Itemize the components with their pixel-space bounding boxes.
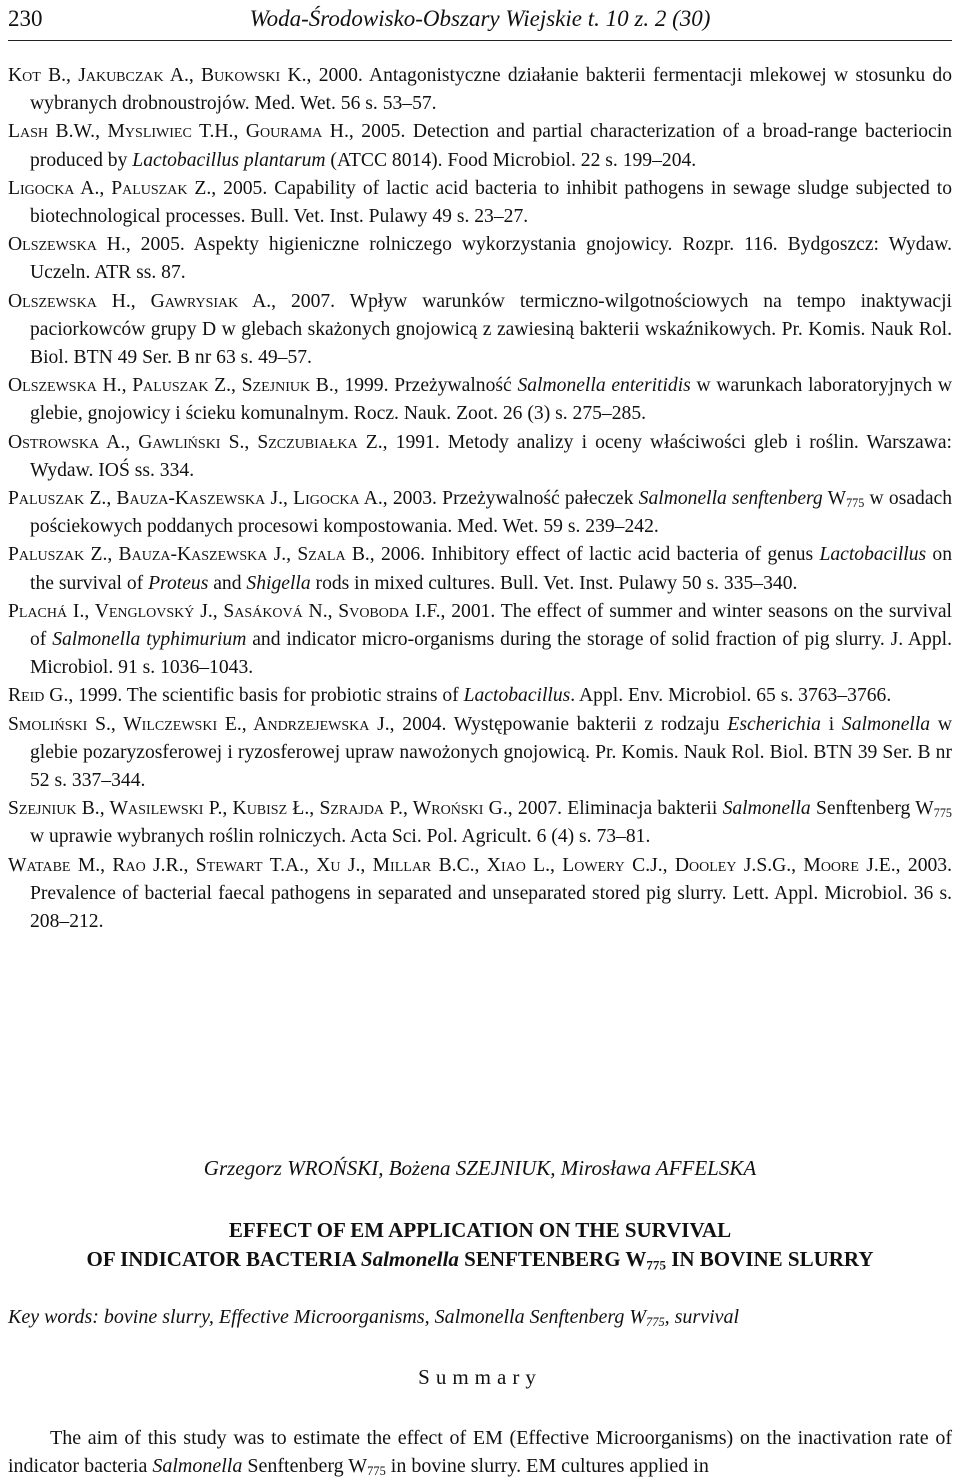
reference-text: Detection and partial characterization of a broad-range bacteriocin produced by (30, 121, 952, 171)
page-number: 230 (8, 6, 43, 31)
reference-text: Przeżywalność (388, 375, 518, 397)
reference-authors: Ostrowska A., Gawliński S., Szczubiałka Z., 1991. (8, 431, 440, 453)
reference-authors: Lash B.W., Mysliwiec T.H., Gourama H., 2005. (8, 121, 406, 143)
keywords-text: Key words: bovine slurry, Effective Microorganisms, Salmonella Senftenberg W (8, 1306, 647, 1328)
reference-authors: Olszewska H., 2005. (8, 234, 185, 256)
page-header (8, 4, 952, 41)
journal-title: Woda-Środowisko-Obszary Wiejskie t. 10 z. 2 (30) (249, 6, 711, 31)
reference-text: Wpływ warunków termiczno-wilgotnościowych na tempo inaktywacji paciorkowców grupy D w glebach skażonych gnojowicą z zawiesiną bakterii wskaźnikowych. Pr. Komis. Nauk Rol. Biol. BTN 49 Ser. B nr 63 s. 49–57. (30, 290, 952, 369)
title-text-part: OF INDICATOR BACTERIA (86, 1247, 361, 1271)
reference-text: Występowanie bakterii z rodzaju (446, 713, 728, 735)
reference-italic-text: Salmonella (841, 713, 931, 735)
reference-text: . Appl. Env. Microbiol. 65 s. 3763–3766. (570, 685, 892, 707)
reference-text: and indicator micro-organisms during the storage of solid fraction of pig slurry. J. Appl. Microbiol. 91 s. 1036–1043. (30, 629, 952, 679)
reference-entry (8, 429, 952, 485)
reference-text: (ATCC 8014). Food Microbiol. 22 s. 199–204. (325, 149, 697, 171)
title-subscript: 775 (646, 1257, 666, 1273)
reference-italic-text: Salmonella (722, 798, 811, 820)
reference-subscript: 775 (933, 806, 952, 821)
reference-italic-text: Lactobacillus (819, 544, 927, 566)
reference-subscript: 775 (846, 496, 865, 511)
keywords-text: , survival (664, 1306, 740, 1328)
reference-entry (8, 288, 952, 373)
article-title-line-2 (8, 1245, 952, 1274)
reference-text: on the survival of (30, 544, 953, 594)
reference-entry (8, 485, 952, 541)
reference-italic-text: Shigella (246, 572, 311, 594)
reference-text: Metody analizy i oceny właściwości gleb i roślin. Warszawa: Wydaw. IOŚ ss. 334. (30, 431, 952, 481)
reference-italic-text: Lactobacillus plantarum (132, 149, 326, 171)
reference-authors: Kot B., Jakubczak A., Bukowski K., 2000. (8, 65, 363, 86)
reference-entry (8, 852, 952, 937)
reference-authors: Olszewska H., Gawrysiak A., 2007. (8, 290, 336, 312)
article-title (8, 1216, 952, 1274)
summary-text-part: The aim of this study was to estimate the effect of EM (Effective Microorganisms) on the inactivation rate of indicator bacteria (8, 1427, 952, 1477)
reference-entry (8, 62, 952, 118)
reference-text: Inhibitory effect of lactic acid bacteria of genus (425, 544, 820, 566)
summary-heading: Summary (418, 1365, 542, 1389)
reference-entry (8, 711, 952, 796)
keywords (8, 1306, 952, 1329)
reference-entry (8, 175, 952, 231)
reference-text: w uprawie wybranych roślin rolniczych. Acta Sci. Pol. Agricult. 6 (4) s. 73–81. (30, 826, 651, 848)
reference-text: The scientific basis for probiotic strains of (122, 685, 464, 707)
reference-italic-text: Proteus (148, 572, 209, 594)
summary-text (8, 1424, 952, 1480)
reference-authors: Paluszak Z., Bauza-Kaszewska J., Szala B., 2006. (8, 544, 426, 566)
article-authors: Grzegorz WROŃSKI, Bożena SZEJNIUK, Mirosława AFFELSKA (203, 1156, 757, 1180)
reference-authors: Watabe M., Rao J.R., Stewart T.A., Xu J., Millar B.C., Xiao L., Lowery C.J., Dooley J.S.G., Moore J.E., 2003. (8, 854, 952, 876)
reference-entry (8, 541, 952, 597)
title-text-part: SENFTENBERG W (458, 1247, 647, 1271)
reference-entry (8, 795, 952, 851)
summary-subscript: 775 (367, 1464, 386, 1479)
reference-authors: Reid G., 1999. (8, 685, 123, 707)
reference-italic-text: Lactobacillus (463, 685, 571, 707)
reference-text: Eliminacja bakterii (561, 798, 723, 820)
reference-entry (8, 598, 952, 683)
reference-text: W (822, 488, 847, 510)
reference-entry (8, 372, 952, 428)
reference-text: Prevalence of bacterial faecal pathogens in separated and unseparated stored pig slurry. Lett. Appl. Microbiol. 36 s. 208–212. (30, 882, 952, 933)
title-italic-genus: Salmonella (360, 1247, 459, 1271)
article-title-line-1: EFFECT OF EM APPLICATION ON THE SURVIVAL (228, 1218, 732, 1242)
reference-text: Senftenberg W (810, 798, 934, 820)
reference-italic-text: Salmonella senftenberg (638, 488, 823, 510)
reference-entry (8, 682, 952, 710)
reference-list (8, 62, 952, 936)
reference-entry (8, 118, 952, 174)
reference-text: w warunkach laboratoryjnych w glebie, gnojowicy i ścieku komunalnym. Rocz. Nauk. Zoot. 26 (3) s. 275–285. (30, 375, 952, 425)
reference-text: Przeżywalność pałeczek (436, 488, 639, 510)
reference-text: and (208, 572, 247, 594)
reference-text: w glebie pozaryzosferowej i ryzosferowej upraw nawożonych gnojowicą. Pr. Komis. Nauk Rol. Biol. BTN 39 Ser. B nr 52 s. 337–344. (30, 713, 953, 792)
reference-authors: Ligocka A., Paluszak Z., 2005. (8, 177, 268, 199)
reference-entry (8, 231, 952, 287)
keywords-subscript: 775 (646, 1315, 665, 1330)
reference-text: The effect of summer and winter seasons on the survival of (30, 600, 953, 651)
summary-italic-genus: Salmonella (152, 1455, 243, 1477)
reference-text: i (820, 713, 842, 735)
title-text-part: IN BOVINE SLURRY (665, 1247, 874, 1271)
reference-text: Antagonistyczne działanie bakterii fermentacji mlekowej w stosunku do wybranych drobnoustrojów. Med. Wet. 56 s. 53–57. (30, 65, 952, 115)
summary-text-part: in bovine slurry. EM cultures applied in (385, 1455, 709, 1477)
summary-text-part: Senftenberg W (242, 1455, 368, 1477)
reference-text: w osadach pościekowych poddanych procesowi kompostowania. Med. Wet. 59 s. 239–242. (30, 488, 953, 538)
reference-authors: Smoliński S., Wilczewski E., Andrzejewska J., 2004. (8, 713, 447, 735)
reference-authors: Plachá I., Venglovský J., Sasáková N., Svoboda I.F., 2001. (8, 600, 496, 622)
reference-italic-text: Escherichia (727, 713, 821, 735)
reference-text: Capability of lactic acid bacteria to inhibit pathogens in sewage sludge subjected to biotechnological processes. Bull. Vet. Inst. Pulawy 49 s. 23–27. (30, 177, 953, 228)
reference-text: Aspekty higieniczne rolniczego wykorzystania gnojowicy. Rozpr. 116. Bydgoszcz: Wydaw. Uczeln. ATR ss. 87. (30, 234, 952, 284)
reference-italic-text: Salmonella typhimurium (52, 629, 247, 651)
reference-italic-text: Salmonella enteritidis (517, 375, 691, 397)
reference-authors: Olszewska H., Paluszak Z., Szejniuk B., 1999. (8, 375, 389, 397)
reference-authors: Paluszak Z., Bauza-Kaszewska J., Ligocka A., 2003. (8, 488, 437, 510)
reference-text: rods in mixed cultures. Bull. Vet. Inst. Pulawy 50 s. 335–340. (310, 572, 798, 594)
reference-authors: Szejniuk B., Wasilewski P., Kubisz Ł., Szrajda P., Wroński G., 2007. (8, 798, 562, 820)
